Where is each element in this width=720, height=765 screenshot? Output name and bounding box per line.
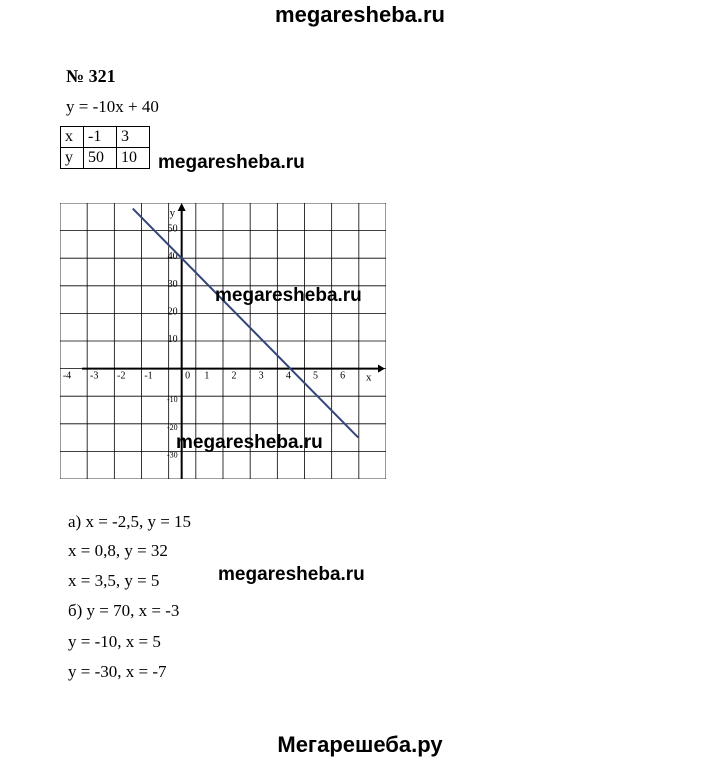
- table-row-y: [61, 148, 150, 169]
- x-tick-label: 2: [231, 370, 237, 382]
- x-tick-label: 1: [204, 370, 210, 382]
- value-table: [60, 126, 150, 169]
- table-cell: 3: [117, 127, 150, 148]
- site-footer-link[interactable]: Мегарешеба.ру: [277, 732, 443, 757]
- x-tick-label: 3: [258, 370, 264, 382]
- answer-line: а) x = -2,5, y = 15: [68, 512, 192, 531]
- y-tick-label: -30: [166, 450, 178, 460]
- site-header-link[interactable]: megaresheba.ru: [275, 2, 445, 27]
- y-tick-label: 20: [167, 306, 178, 318]
- x-tick-label: -4: [62, 370, 72, 382]
- x-tick-label: 0: [185, 370, 191, 382]
- x-tick-label: 5: [313, 370, 318, 382]
- table-cell: 10: [117, 148, 150, 169]
- y-tick-label: 30: [167, 278, 178, 290]
- y-axis-label: y: [169, 207, 176, 219]
- tick-labels: [63, 207, 372, 459]
- table-cell: y: [61, 148, 84, 169]
- x-axis-label: x: [366, 371, 372, 384]
- y-tick-label: -20: [166, 422, 178, 432]
- answer-line: y = -30, x = -7: [68, 662, 167, 681]
- x-axis-arrow: [378, 365, 385, 373]
- y-axis-arrow: [178, 203, 186, 211]
- x-tick-label: -1: [144, 370, 153, 382]
- x-tick-label: -2: [117, 370, 126, 382]
- answer-line: б) y = 70, x = -3: [68, 601, 180, 620]
- watermark: megaresheba.ru: [218, 564, 365, 585]
- equation: y = -10x + 40: [66, 97, 159, 116]
- x-tick-label: 4: [285, 370, 291, 382]
- y-tick-label: 40: [167, 251, 178, 263]
- table-cell: x: [61, 127, 84, 148]
- answer-line: x = 3,5, y = 5: [68, 571, 160, 590]
- table-row-x: [61, 127, 150, 148]
- table-cell: -1: [84, 127, 117, 148]
- y-tick-label: -10: [166, 395, 178, 405]
- x-tick-label: 6: [340, 370, 346, 382]
- problem-number: № 321: [66, 66, 116, 86]
- x-tick-label: -3: [89, 370, 99, 382]
- y-tick-label: 50: [167, 223, 178, 235]
- watermark: megaresheba.ru: [158, 152, 305, 173]
- watermark: megaresheba.ru: [215, 285, 362, 306]
- answer-line: x = 0,8, y = 32: [68, 541, 168, 560]
- answer-line: y = -10, x = 5: [68, 632, 161, 651]
- table-cell: 50: [84, 148, 117, 169]
- y-tick-label: 10: [167, 334, 178, 345]
- watermark: megaresheba.ru: [176, 432, 323, 453]
